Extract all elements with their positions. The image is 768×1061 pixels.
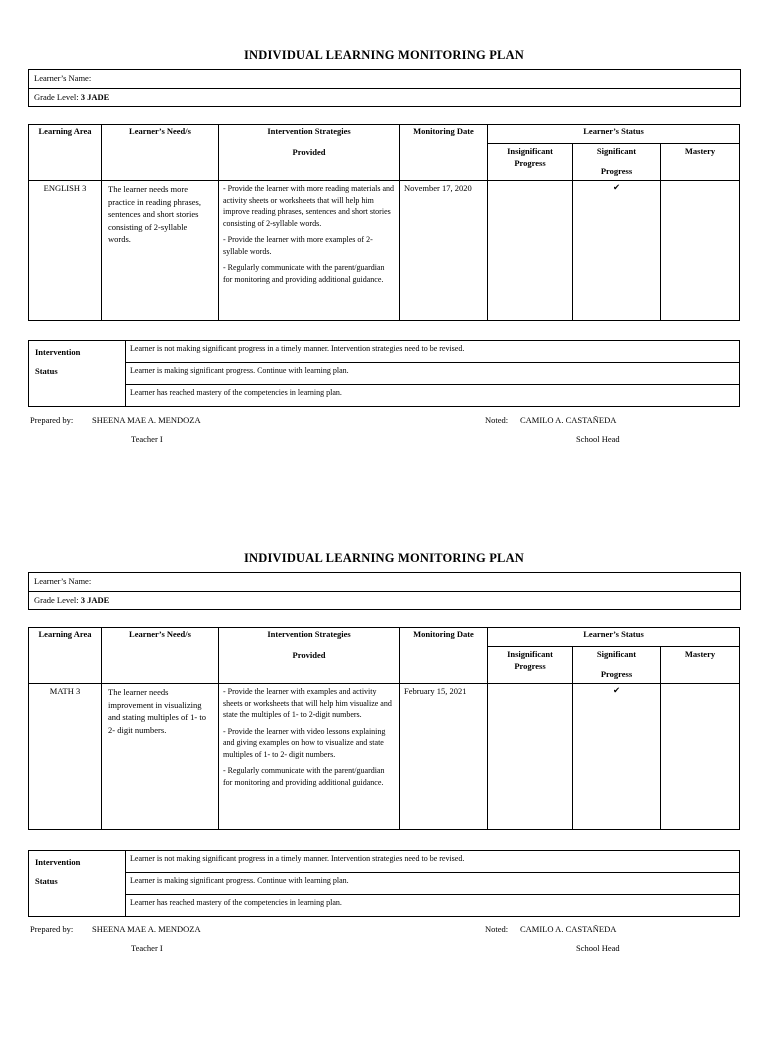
grade-level-row — [29, 88, 740, 106]
prepared-by-label: Prepared by: — [30, 415, 74, 425]
status-row-significant: Learner is making significant progress. Continue with learning plan. — [126, 363, 740, 385]
cell-insignificant-progress — [488, 684, 573, 830]
cell-learning-area: ENGLISH 3 — [29, 181, 102, 321]
learner-name-label: Learner’s Name: — [34, 576, 92, 586]
header-learner-status: Learner’s Status — [488, 628, 740, 647]
grade-level-label: Grade Level: — [34, 92, 79, 102]
header-mastery: Mastery — [661, 144, 740, 181]
cell-mastery — [661, 181, 740, 321]
prepared-by-label: Prepared by: — [30, 924, 74, 934]
header-strategies: Intervention Strategies Provided — [219, 628, 400, 684]
header-mastery: Mastery — [661, 647, 740, 684]
cell-insignificant-progress — [488, 181, 573, 321]
noted-role: School Head — [576, 434, 620, 444]
plan-title: INDIVIDUAL LEARNING MONITORING PLAN — [243, 551, 525, 565]
noted-label: Noted: — [485, 415, 509, 425]
prepared-by-role: Teacher I — [131, 943, 163, 953]
header-needs: Learner’s Need/s — [102, 628, 219, 684]
noted-name: CAMILO A. CASTAÑEDA — [520, 924, 617, 934]
intervention-status-table — [28, 340, 740, 407]
cell-needs: The learner needs improvement in visualizing and stating multiples of 1- to 2- digit numbers. — [102, 684, 219, 830]
header-insignificant-progress: Insignificant Progress — [488, 647, 573, 684]
grade-level-value: 3 JADE — [80, 92, 110, 102]
grade-level-value: 3 JADE — [80, 595, 110, 605]
monitoring-table — [28, 124, 740, 321]
strategy-item: - Provide the learner with video lessons explaining and giving examples on how to visualize and state multiples of 1- to 2- digit numbers. — [223, 726, 386, 759]
cell-significant-progress-check: ✔ — [573, 181, 661, 321]
plan-title: INDIVIDUAL LEARNING MONITORING PLAN — [243, 48, 525, 62]
header-significant-progress: Significant Progress — [573, 647, 661, 684]
status-row-mastery: Learner has reached mastery of the competencies in learning plan. — [126, 895, 740, 917]
strategy-item: - Provide the learner with more reading materials and activity sheets or worksheets that will help him improve reading phrases, sentences and short stories consisting of 2-syllable words. — [223, 184, 395, 228]
learner-name-label: Learner’s Name: — [34, 73, 92, 83]
prepared-by-name: SHEENA MAE A. MENDOZA — [92, 924, 201, 934]
header-learner-status: Learner’s Status — [488, 125, 740, 144]
noted-name: CAMILO A. CASTAÑEDA — [520, 415, 617, 425]
status-row-not-significant: Learner is not making significant progress in a timely manner. Intervention strategies need to be revised. — [126, 341, 740, 363]
cell-significant-progress-check: ✔ — [573, 684, 661, 830]
cell-monitoring-date: November 17, 2020 — [400, 181, 488, 321]
learner-info-box — [28, 69, 741, 107]
noted-label: Noted: — [485, 924, 509, 934]
learner-name-row — [29, 70, 740, 88]
status-row-not-significant: Learner is not making significant progress in a timely manner. Intervention strategies need to be revised. — [126, 851, 740, 873]
status-row-mastery: Learner has reached mastery of the competencies in learning plan. — [126, 385, 740, 407]
monitoring-plan-2 — [0, 551, 768, 1061]
header-insignificant-progress: Insignificant Progress — [488, 144, 573, 181]
header-learning-area: Learning Area — [29, 125, 102, 181]
monitoring-table — [28, 627, 740, 830]
grade-level-label: Grade Level: — [34, 595, 79, 605]
learner-name-row — [29, 573, 740, 591]
prepared-by-role: Teacher I — [131, 434, 163, 444]
grade-level-row — [29, 591, 740, 609]
intervention-status-table — [28, 850, 740, 917]
header-monitoring-date: Monitoring Date — [400, 628, 488, 684]
strategy-item: - Regularly communicate with the parent/guardian for monitoring and providing additional guidance. — [223, 263, 385, 284]
cell-strategies — [219, 684, 400, 830]
cell-strategies — [219, 181, 400, 321]
learner-info-box — [28, 572, 741, 610]
cell-learning-area: MATH 3 — [29, 684, 102, 830]
header-strategies: Intervention Strategies Provided — [219, 125, 400, 181]
header-learning-area: Learning Area — [29, 628, 102, 684]
cell-monitoring-date: February 15, 2021 — [400, 684, 488, 830]
prepared-by-name: SHEENA MAE A. MENDOZA — [92, 415, 201, 425]
header-monitoring-date: Monitoring Date — [400, 125, 488, 181]
strategy-item: - Provide the learner with examples and activity sheets or worksheets that will help him visualize and state the multiples of 1- to 2-digit numbers. — [223, 687, 392, 719]
strategy-item: - Provide the learner with more examples of 2-syllable words. — [223, 235, 373, 256]
intervention-status-label: Intervention Status — [29, 341, 126, 407]
cell-needs: The learner needs more practice in reading phrases, sentences and short stories consisting of 2-syllable words. — [102, 181, 219, 321]
status-row-significant: Learner is making significant progress. Continue with learning plan. — [126, 873, 740, 895]
cell-mastery — [661, 684, 740, 830]
header-needs: Learner’s Need/s — [102, 125, 219, 181]
intervention-status-label: Intervention Status — [29, 851, 126, 917]
header-significant-progress: Significant Progress — [573, 144, 661, 181]
noted-role: School Head — [576, 943, 620, 953]
strategy-item: - Regularly communicate with the parent/guardian for monitoring and providing additional guidance. — [223, 766, 385, 787]
monitoring-plan-1 — [0, 48, 768, 558]
